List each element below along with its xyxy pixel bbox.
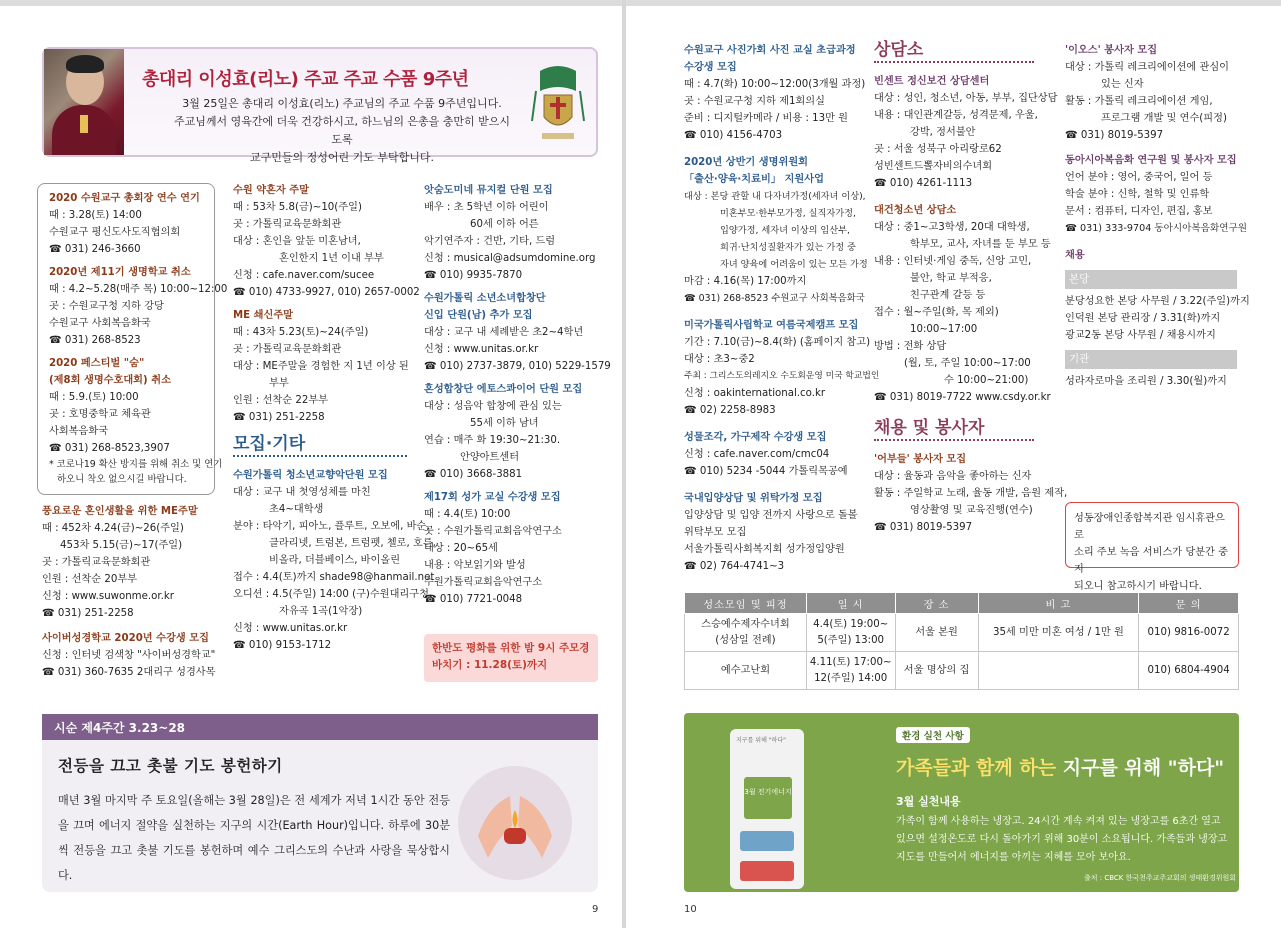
fridge-illustration: 지구를 위해 "하다" 3월 전기에너지 bbox=[730, 729, 804, 889]
table-header: 성소모임 및 피정 bbox=[685, 593, 807, 614]
notice-title: 2020년 상반기 생명위원회 bbox=[684, 157, 809, 168]
notice-title: 혼성합창단 에토스콰이어 단원 모집 bbox=[424, 384, 583, 395]
table-row: 예수고난회 4.11(토) 17:00~ 12(주일) 14:00 서울 명상의 집 010) 6804-4904 bbox=[685, 652, 1239, 690]
notice-title: 제17회 성가 교실 수강생 모집 bbox=[424, 492, 561, 503]
notice-title: ME 쇄신주말 bbox=[233, 310, 294, 321]
bishop-photo bbox=[44, 49, 124, 155]
notice-title: 동아시아복음화 연구원 및 봉사자 모집 bbox=[1065, 155, 1237, 166]
page-number-left: 9 bbox=[592, 904, 599, 915]
notice-title: 2020 수원교구 총회장 연수 연기 bbox=[49, 193, 200, 204]
environment-tag: 환경 실천 사항 bbox=[896, 727, 970, 743]
notice-title: 사이버성경학교 2020년 수강생 모집 bbox=[42, 633, 209, 644]
anniversary-banner bbox=[42, 47, 598, 164]
coat-of-arms-icon bbox=[530, 61, 586, 145]
environment-source: 출처 : CBCK 한국천주교주교회의 생태환경위원회 bbox=[1084, 874, 1237, 882]
notice-title: 수원교구 사진가회 사진 교실 초급과정 bbox=[684, 45, 856, 56]
section-title-counsel: 상담소 bbox=[874, 42, 1034, 63]
notice-title: 빈센트 정신보건 상담센터 bbox=[874, 76, 990, 87]
notice-title: 수원가톨릭 소년소녀합창단 bbox=[424, 293, 546, 304]
environment-title: 가족들과 함께 하는 지구를 위해 "하다" bbox=[896, 757, 1225, 779]
category-bar-parish: 본당 bbox=[1065, 270, 1237, 289]
table-header: 문 의 bbox=[1139, 593, 1239, 614]
vocation-retreat-table bbox=[684, 592, 1239, 690]
notice-title: 2020년 제11기 생명학교 취소 bbox=[49, 267, 191, 278]
section-title-recruit: 모집·기타 bbox=[233, 436, 407, 457]
notice-title: 국내입양상담 및 위탁가정 모집 bbox=[684, 493, 823, 504]
notice-title: 수원가톨릭 청소년교향악단원 모집 bbox=[233, 470, 388, 481]
table-row: 스승예수제자수녀회 (성삼일 전례) 4.4(토) 19:00~ 5(주일) 13:00 서울 본원 35세 미만 미혼 여성 / 1만 원 010) 9816-0072 bbox=[685, 614, 1239, 652]
table-header: 일 시 bbox=[806, 593, 895, 614]
category-bar-institution: 기관 bbox=[1065, 350, 1237, 369]
environment-subtitle: 3월 실천내용 bbox=[896, 795, 961, 808]
right-column-1: 수원교구 사진가회 사진 교실 초급과정 수강생 모집 때 : 4.7(화) 10:00~12:00(3개월 과정) 곳 : 수원교구청 지하 제1회의실 준비 : 디지털카메라 / 비용 : 13만 원 ☎ 010) 4156-4703 2020년 상반기 생명위원회 「출산·양육·치료비」 지원사업 대상 : 본당 관할 내 다자녀가정(세자녀 이상), 미혼부모·한부모가정, 실직자가정, 입양가정, 세자녀 이상의 임산부, 희귀·난치성질환자가 있는 가정 중 자녀 양육에 어려움이 있는 모든 가정 마감 : 4.16(목) 17:00까지 ☎ 031) 268-8523 수원교구 사회복음화국 미국가톨릭사립학교 여름국제캠프 모집 기간 : 7.10(금)~8.4(화) (홈페이지 참고) 대상 : 초3~중2 주최 : 그리스도의레지오 수도회운영 미국 학교법인 신청 : oakinternational.co.kr ☎ 02) 2258-8983 성물조각, 가구제작 수강생 모집 신청 : cafe.naver.com/cmc04 ☎ 010) 5234 -5044 가톨릭목공예 국내입양상담 및 위탁가정 모집 입양상담 및 입양 전까지 사랑으로 돌볼 위탁부모 모집 서울가톨릭사회복지회 성가정입양원 ☎ 02) 764-4741~3 bbox=[684, 42, 864, 575]
right-column-2: 상담소 빈센트 정신보건 상담센터 대상 : 성인, 청소년, 아동, 부부, 집단상담 내용 : 대인관계갈등, 성격문제, 우울, 강박, 정서불안 곳 : 서울 성북구 아리랑로62 성빈센트드뽈자비의수녀회 ☎ 010) 4261-1113 대건청소년 상담소 대상 : 중1~고3학생, 20대 대학생, 학부모, 교사, 자녀를 둔 부모 등 내용 : 인터넷·게임 중독, 신앙 고민, 불안, 학교 부적응, 친구관계 갈등 등 접수 : 월~주일(화, 목 제외) 10:00~17:00 방법 : 전화 상담 (월, 토, 주일 10:00~17:00 수 10:00~21:00) ☎ 031) 8019-7722 www.csdy.or.kr 채용 및 봉사자 '어부들' 봉사자 모집 대상 : 율동과 음악을 좋아하는 신자 활동 : 주일학교 노래, 율동 개발, 음원 제작, 영상촬영 및 교육진행(연수) ☎ 031) 8019-5397 bbox=[874, 40, 1068, 533]
peace-prayer-notice: 한반도 평화를 위한 밤 9시 주모경 바치기 : 11.28(토)까지 bbox=[424, 634, 598, 682]
left-column-1b: 풍요로운 혼인생활을 위한 ME주말 때 : 452차 4.24(금)~26(주일) 453차 5.15(금)~17(주일) 곳 : 가톨릭교육문화회관 인원 : 선착순 20부부 신청 : www.suwonme.or.kr ☎ 031) 251-2258 사이버성경학교 2020년 수강생 모집 신청 : 인터넷 검색창 "사이버성경학교" ☎ 031) 360-7635 2대리구 성경사목 bbox=[42, 503, 222, 681]
left-column-1: 2020 수원교구 총회장 연수 연기 때 : 3.28(토) 14:00 수원교구 평신도사도직협의회 ☎ 031) 246-3660 2020년 제11기 생명학교 취소 때 : 4.2~5.28(매주 목) 10:00~12:00 곳 : 수원교구청 지하 강당 수원교구 사회복음화국 ☎ 031) 268-8523 2020 페스티벌 "숨" (제8회 생명수호대회) 취소 때 : 5.9.(토) 10:00 곳 : 호명중학교 체육관 사회복음화국 ☎ 031) 268-8523,3907 * 코로나19 확산 방지를 위해 취소 및 연기 하오니 착오 없으시길 바랍니다. bbox=[49, 190, 213, 487]
notice-title: '이오스' 봉사자 모집 bbox=[1065, 45, 1158, 56]
notice-title: 성물조각, 가구제작 수강생 모집 bbox=[684, 432, 827, 443]
notice-title: 미국가톨릭사립학교 여름국제캠프 모집 bbox=[684, 320, 859, 331]
banner-title: 총대리 이성효(리노) 주교 주교 수품 9주년 bbox=[142, 69, 469, 90]
right-column-3: '이오스' 봉사자 모집 대상 : 가톨릭 레크리에이션에 관심이 있는 신자 활동 : 가톨릭 레크리에이션 게임, 프로그램 개발 및 연수(피정) ☎ 031) 8019-5397 동아시아복음화 연구원 및 봉사자 모집 언어 분야 : 영어, 중국어, 일어 등 학술 분야 : 신학, 철학 및 인류학 문서 : 컴퓨터, 디자인, 편집, 홍보 ☎ 031) 333-9704 동아시아복음화연구원 채용 본당 분당성요한 본당 사무원 / 3.22(주일)까지 인덕원 본당 관리장 / 3.31(화)까지 광교2동 본당 사무원 / 채용시까지 기관 성라자로마을 조리원 / 3.30(월)까지 bbox=[1065, 42, 1243, 390]
notice-title: 대건청소년 상담소 bbox=[874, 205, 957, 216]
lent-week-tag: 시순 제4주간 3.23~28 bbox=[42, 714, 598, 740]
table-header: 장 소 bbox=[895, 593, 978, 614]
notice-title: 2020 페스티벌 "숨" bbox=[49, 358, 145, 369]
left-column-2: 수원 약혼자 주말 때 : 53차 5.8(금)~10(주일) 곳 : 가톨릭교육문화회관 대상 : 혼인을 앞둔 미혼남녀, 혼인한지 1년 이내 부부 신청 : cafe.naver.com/sucee ☎ 010) 4733-9927, 010) 2657-0002 ME 쇄신주말 때 : 43차 5.23(토)~24(주일) 곳 : 가톨릭교육문화회관 대상 : ME주말을 경험한 지 1년 이상 된 부부 인원 : 선착순 22부부 ☎ 031) 251-2258 모집·기타 수원가톨릭 청소년교향악단원 모집 대상 : 교구 내 첫영성체를 마친 초4~대학생 분야 : 타악기, 피아노, 플루트, 오보에, 바순, 클라리넷, 트럼본, 트럼펫, 첼로, 호른, 비올라, 더블베이스, 바이올린 접수 : 4.4(토)까지 shade98@hanmail.net 오디션 : 4.5(주일) 14:00 (구)수원대리구청, 자유곡 1곡(1악장) 신청 : www.unitas.or.kr ☎ 010) 9153-1712 bbox=[233, 182, 415, 654]
environment-practice-box bbox=[684, 713, 1239, 892]
lent-prayer-box bbox=[42, 714, 598, 892]
service-suspension-notice: 성동장애인종합복지관 임시휴관으로 소리 주보 녹음 서비스가 당분간 중지 되오니 참고하시기 바랍니다. bbox=[1065, 502, 1239, 568]
notice-title: '어부들' 봉사자 모집 bbox=[874, 454, 967, 465]
environment-text: 가족이 함께 사용하는 냉장고. 24시간 계속 켜져 있는 냉장고를 6초간 열고 있으면 설정온도로 다시 돌아가기 위해 30분이 소요됩니다. 가족들과 냉장고 지도를 만들어서 에너지를 아끼는 지혜를 모아 보아요. bbox=[896, 816, 1228, 863]
prayer-text: 매년 3월 마지막 주 토요일(올해는 3월 28일)은 전 세계가 저녁 1시간 동안 전등을 끄며 에너지 절약을 실천하는 지구의 시간(Earth Hour)입니다. 하루에 30분씩 전등을 끄고 촛불 기도를 봉헌하며 예수 그리스도의 수난과 사랑을 묵상합시다. bbox=[58, 794, 450, 882]
notice-title: 앗숨도미네 뮤지컬 단원 모집 bbox=[424, 185, 553, 196]
hiring-title: 채용 bbox=[1065, 250, 1085, 261]
notice-title: 수원 약혼자 주말 bbox=[233, 185, 309, 196]
cross-icon bbox=[80, 115, 88, 133]
table-header: 비 고 bbox=[978, 593, 1139, 614]
notice-title: 풍요로운 혼인생활을 위한 ME주말 bbox=[42, 506, 198, 517]
page-number-right: 10 bbox=[684, 904, 697, 915]
praying-hands-illustration bbox=[458, 766, 572, 880]
candle-hands-icon bbox=[458, 766, 572, 880]
prayer-title: 전등을 끄고 촛불 기도 봉헌하기 bbox=[58, 757, 283, 775]
left-column-3: 앗숨도미네 뮤지컬 단원 모집 배우 : 초 5학년 이하 어린이 60세 이하 어른 악기연주자 : 건반, 기타, 드럼 신청 : musical@adsumdomine.org ☎ 010) 9935-7870 수원가톨릭 소년소녀합창단 신입 단원(남) 추가 모집 대상 : 교구 내 세례받은 초2~4학년 신청 : www.unitas.or.kr ☎ 010) 2737-3879, 010) 5229-1579 혼성합창단 에토스콰이어 단원 모집 대상 : 성음악 합창에 관심 있는 55세 이하 남녀 연습 : 매주 화 19:30~21:30. 안양아트센터 ☎ 010) 3668-3881 제17회 성가 교실 수강생 모집 때 : 4.4(토) 10:00 곳 : 수원가톨릭교회음악연구소 대상 : 20~65세 내용 : 악보읽기와 발성 수원가톨릭교회음악연구소 ☎ 010) 7721-0048 bbox=[424, 182, 604, 608]
banner-text: 3월 25일은 총대리 이성효(리노) 주교님의 주교 수품 9주년입니다. 주교님께서 영육간에 더욱 건강하시고, 하느님의 은총을 충만히 받으시도록 교구민들의 정성어린 기도 부탁합니다. bbox=[173, 97, 511, 164]
section-title-hiring: 채용 및 봉사자 bbox=[874, 420, 1034, 441]
